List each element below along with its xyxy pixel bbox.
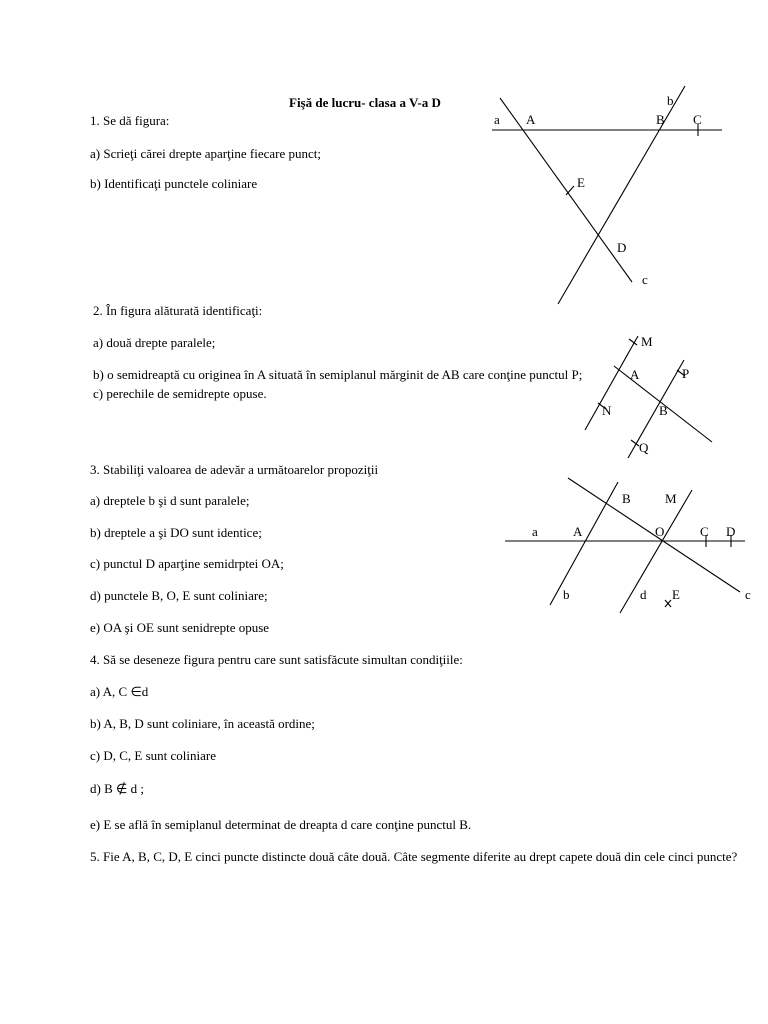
fig1-label-a: a [494,112,500,127]
fig1-label-E: E [577,175,585,190]
ex4-item-a: a) A, C ∈d [90,684,149,699]
fig3-label-d: d [640,587,647,602]
fig1-label-A: A [526,112,536,127]
ex4-item-c: c) D, C, E sunt coliniare [90,748,216,763]
ex2-item-c: c) perechile de semidrepte opuse. [93,386,267,401]
fig3-label-B: B [622,491,631,506]
fig2-line-MN [585,336,638,430]
fig1-line-c [500,98,632,282]
fig1-label-C: C [693,112,702,127]
fig1-label-c: c [642,272,648,287]
fig3-label-C: C [700,524,709,539]
fig3-label-b: b [563,587,570,602]
fig1-tick-e [566,186,574,195]
fig3-label-D: D [726,524,736,539]
ex3-item-e: e) OA şi OE sunt senidrepte opuse [90,620,270,635]
figure-3 [505,478,751,613]
fig3-label-O: O [655,524,665,539]
fig1-label-D: D [617,240,627,255]
ex1-intro: 1. Se dă figura: [90,113,170,128]
fig3-line-c [568,478,740,592]
fig3-line-d [620,490,692,613]
fig2-label-M: M [641,334,653,349]
ex2-item-a: a) două drepte paralele; [93,335,216,350]
ex5-text: 5. Fie A, B, C, D, E cinci puncte distincte două câte două. Câte segmente diferite au drept capete două din cele cinci puncte? [90,849,738,864]
page-title: Fişă de lucru- clasa a V-a D [289,95,441,110]
ex1-item-b: b) Identificaţi punctele coliniare [90,176,258,191]
ex4-item-b: b) A, B, D sunt coliniare, în această ordine; [90,716,315,731]
ex3-item-c: c) punctul D aparţine semidrptei OA; [90,556,284,571]
figure-2 [585,334,712,458]
fig2-label-P: P [682,366,690,381]
ex2-intro: 2. În figura alăturată identificaţi: [93,303,263,318]
ex4-item-e: e) E se află în semiplanul determinat de dreapta d care conţine punctul B. [90,817,472,832]
fig2-label-B: B [659,403,668,418]
ex2-item-b: b) o semidreaptă cu originea în A situată în semiplanul mărginit de AB care conţine punctul P; [93,367,583,382]
fig1-label-B: B [656,112,665,127]
fig3-label-E: E [672,587,680,602]
ex3-item-d: d) punctele B, O, E sunt coliniare; [90,588,268,603]
fig3-label-c: c [745,587,751,602]
ex3-intro: 3. Stabiliţi valoarea de adevăr a următoarelor propoziţii [90,462,379,477]
fig3-label-A: A [573,524,583,539]
fig3-line-b [550,482,618,605]
fig2-label-N: N [602,403,612,418]
ex3-item-a: a) dreptele b şi d sunt paralele; [90,493,250,508]
ex1-item-a: a) Scrieţi cărei drepte aparţine fiecare punct; [90,146,321,161]
fig2-label-Q: Q [639,440,649,455]
fig3-label-a: a [532,524,538,539]
fig1-line-b [558,86,685,304]
fig2-label-A: A [630,367,640,382]
ex4-item-d: d) B ∉ d ; [90,781,144,796]
ex3-item-b: b) dreptele a şi DO sunt identice; [90,525,262,540]
ex4-intro: 4. Să se deseneze figura pentru care sunt satisfăcute simultan condiţiile: [90,652,463,667]
fig1-label-b: b [667,93,674,108]
figure-1 [492,86,722,304]
fig3-label-M: M [665,491,677,506]
